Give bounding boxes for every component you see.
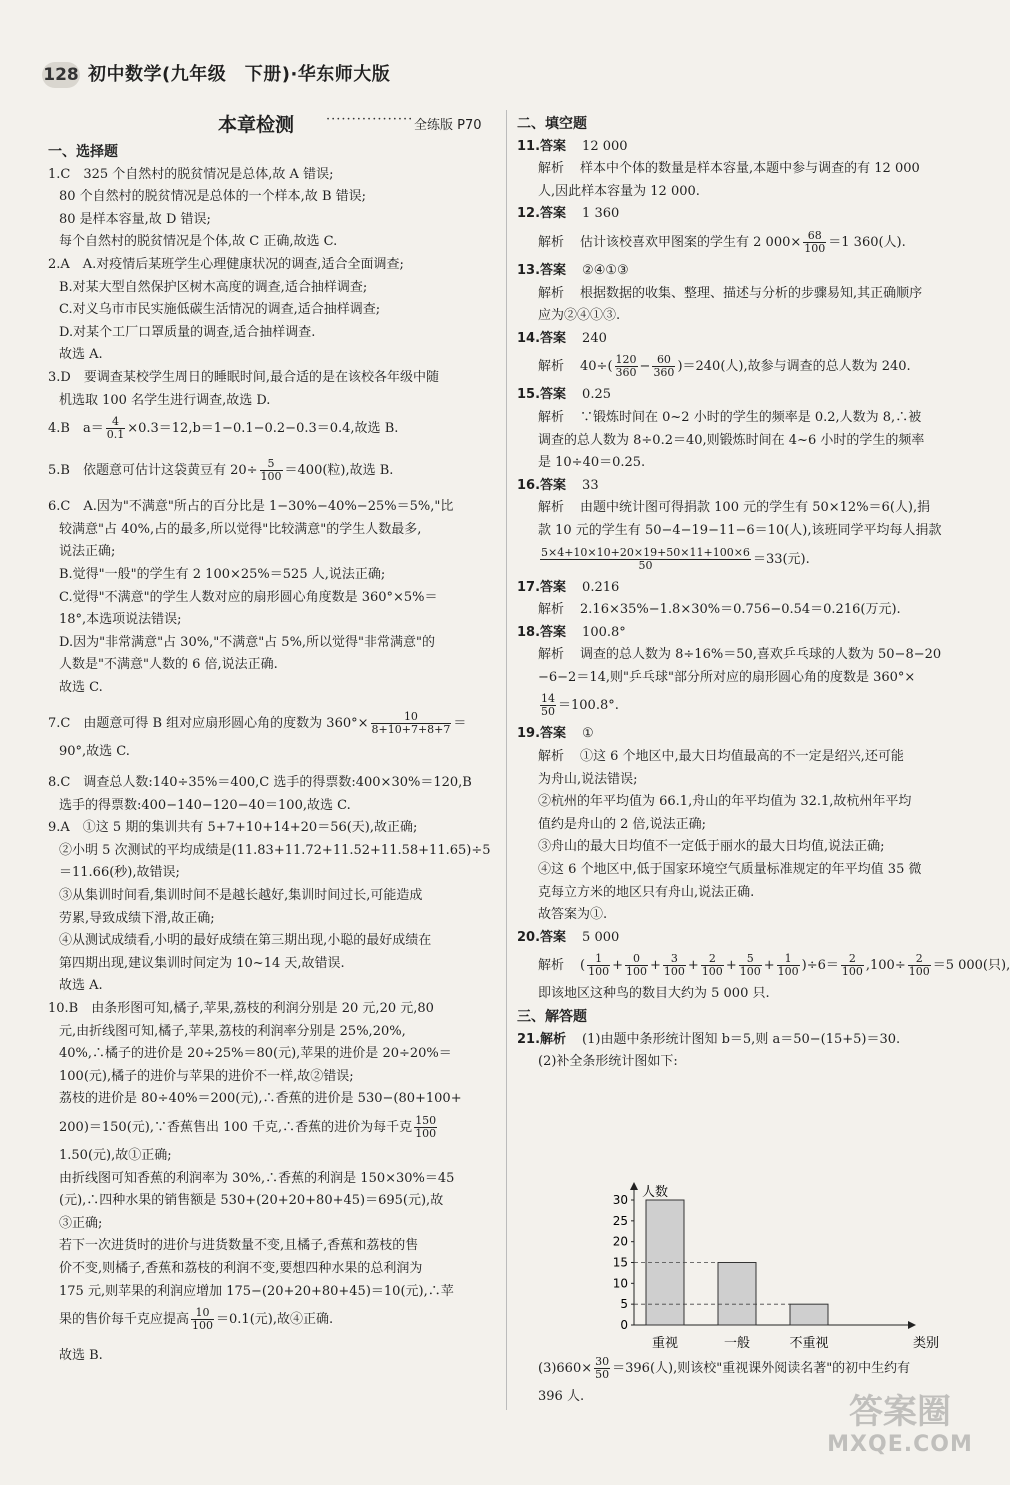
y-tick-label: 25 (612, 1213, 628, 1228)
q4-line (48, 412, 493, 446)
text-line: 故选 B. (59, 1348, 103, 1364)
text-line: 10.B 由条形图可知,橘子,苹果,荔枝的利润分别是 20 元,20 元,80 (48, 1001, 434, 1016)
heading-fill: 二、填空题 (517, 116, 587, 132)
x-axis-label: 类别 (912, 1336, 940, 1351)
q19-answer: 19.答案 ① (517, 726, 594, 742)
q13-answer: 13.答案 ②④①③ (517, 262, 629, 278)
text-line: B.觉得"一般"的学生有 2 100×25%＝525 人,说法正确; (59, 566, 386, 582)
text-line: 每个自然村的脱贫情况是个体,故 C 正确,故选 C. (59, 234, 338, 250)
q18-answer: 18.答案 100.8° (517, 624, 626, 640)
text-line: 9.A ①这 5 期的集训共有 5+7+10+14+20＝56(天),故正确; (48, 820, 418, 836)
text-line: (2)补全条形统计图如下: (538, 1054, 678, 1070)
text-line: 克每立方米的地区只有舟山,说法正确. (538, 884, 755, 900)
text-line: ④从测试成绩看,小明的最好成绩在第三期出现,小聪的最好成绩在 (59, 933, 432, 949)
bar-2 (790, 1304, 828, 1325)
text-line: 90°,故选 C. (59, 744, 130, 760)
category-label-2: 不重视 (789, 1336, 829, 1351)
text-line: ＝11.66(秒),故错误; (59, 865, 180, 881)
bar-chart-svg (586, 1172, 940, 1351)
q5-text: 5.B 依题意可估计这袋黄豆有 20÷ (48, 463, 258, 479)
section-title: 本章检测 (218, 114, 295, 136)
text-line: 40%,∴橘子的进价是 20÷25%＝80(元),苹果的进价是 20÷20%＝ (59, 1046, 452, 1062)
q18-formula: $\frac{14}{50}$ ＝100.8°. (541, 692, 619, 719)
section-ref: 全练版 P70 (414, 118, 482, 133)
text-line: 人,因此样本容量为 12 000. (538, 183, 700, 199)
text-line: 1.50(元),故①正确; (59, 1147, 172, 1163)
q10-fraction: $\frac{150}{100}$ (415, 1113, 437, 1140)
text-line: (元),∴四种水果的销售额是 530+(20+20+80+45)＝695(元),故 (59, 1193, 444, 1209)
text-line: C.觉得"不满意"的学生人数对应的扇形圆心角度数是 360°×5%＝ (59, 589, 438, 605)
q20-answer: 20.答案 5 000 (517, 929, 620, 945)
q15-analysis: 解析 ∵锻炼时间在 0~2 小时的学生的频率是 0.2,人数为 8,∴被 (538, 409, 922, 425)
text-line: 选手的得票数:400−140−120−40＝100,故选 C. (59, 797, 351, 813)
left-column (48, 141, 493, 1368)
heading-choice: 一、选择题 (48, 144, 118, 160)
text-line: ③正确; (59, 1215, 103, 1231)
section-dots: ················· (326, 112, 414, 127)
q11-analysis: 解析 样本中个体的数量是样本容量,本题中参与调查的有 12 000 (538, 161, 920, 177)
text-line: ②杭州的年平均值为 66.1,舟山的年平均值为 32.1,故杭州年平均 (538, 794, 912, 810)
q4-text: 4.B a＝ (48, 421, 104, 437)
y-tick-label: 20 (612, 1234, 628, 1249)
text-line: 机选取 100 名学生进行调查,故选 D. (59, 392, 271, 408)
q17-analysis: 解析 2.16×35%−1.8×30%＝0.756−0.54＝0.216(万元). (538, 602, 901, 618)
q16-answer: 16.答案 33 (517, 477, 599, 493)
watermark: 答案圈 MXQE.COM (827, 1392, 973, 1457)
text-line: 1.C 325 个自然村的脱贫情况是总体,故 A 错误; (48, 166, 334, 182)
q14-analysis: 解析 40÷( $\frac{120}{360}$ − $\frac{60}{360}$ )＝240(人),故参与调查的总人数为 240. (538, 353, 911, 380)
q10-last-line (48, 1303, 493, 1337)
q12-analysis: 解析 估计该校喜欢甲图案的学生有 2 000× $\frac{68}{100}$ ＝1 360(人). (538, 228, 906, 255)
text-line: 说法正确; (59, 544, 116, 560)
q20-analysis: 解析 ( $\frac{1}{100}$ + $\frac{0}{100}$ + $\frac{3}{100}$ + $\frac{2}{100}$ + $\frac{5}{100}$ + $\frac{1}{100}$ )÷6＝ $\frac{2}{100}$ ,100÷ $\frac{2}{100}$ ＝5 000(只), (538, 952, 1010, 979)
q16-formula: $\frac{5\times 4+10\times 10+20\times 19+50\times 11+100\times 6}{50}$ ＝33(元). (541, 545, 810, 572)
text-line: 80 个自然村的脱贫情况是总体的一个样本,故 B 错误; (59, 189, 367, 205)
q13-analysis: 解析 根据数据的收集、整理、描述与分析的步骤易知,其正确顺序 (538, 285, 923, 301)
text-line: 故选 A. (59, 978, 103, 994)
text-line: 18°,本选项说法错误; (59, 612, 182, 628)
text-line: 175 元,则苹果的利润应增加 175−(20+20+80+45)＝10(元),∴苹 (59, 1283, 454, 1299)
text-line: 8.C 调查总人数:140÷35%＝400,C 选手的得票数:400×30%＝120,B (48, 775, 472, 791)
text-line: 故选 A. (59, 347, 103, 363)
q10-last-rest: ＝0.1(元),故④正确. (216, 1312, 334, 1328)
q16-analysis: 解析 由题中统计图可得捐款 100 元的学生有 50×12%＝6(人),捐 (538, 500, 931, 516)
q19-analysis: 解析 ①这 6 个地区中,最大日均值最高的不一定是绍兴,还可能 (538, 749, 904, 765)
q5-rest: ＝400(粒),故选 B. (284, 463, 394, 479)
q17-answer: 17.答案 0.216 (517, 579, 620, 595)
y-tick-label: 0 (620, 1318, 628, 1332)
category-label-1: 一般 (723, 1336, 751, 1351)
text-line: 即该地区这种鸟的数目大约为 5 000 只. (538, 986, 770, 1002)
text-line: B.对某大型自然保护区树木高度的调查,适合抽样调查; (59, 279, 368, 295)
q4-fraction: $\frac{4}{0.1}$ (106, 415, 125, 442)
q7-rest: ＝ (453, 716, 467, 732)
text-line: 396 人. (538, 1389, 585, 1404)
q4-rest: ×0.3＝12,b＝1−0.1−0.2−0.3＝0.4,故选 B. (127, 421, 399, 437)
x-axis-arrow (908, 1321, 916, 1329)
q10-last-text: 果的售价每千克应提高 (59, 1312, 190, 1328)
q15-answer: 15.答案 0.25 (517, 387, 611, 403)
q14-answer: 14.答案 240 (517, 330, 607, 346)
text-line: ③舟山的最大日均值不一定低于丽水的最大日均值,说法正确; (538, 839, 885, 855)
q12-answer: 12.答案 1 360 (517, 206, 620, 222)
q21-analysis: 21.解析 (1)由题中条形统计图知 b＝5,则 a＝50−(15+5)＝30. (517, 1031, 901, 1047)
text-line: ③从集训时间看,集训时间不是越长越好,集训时间过长,可能造成 (59, 888, 423, 904)
text-line: D.因为"非常满意"占 30%,"不满意"占 5%,所以觉得"非常满意"的 (59, 634, 436, 650)
text-line: −6−2＝14,则"乒乓球"部分所对应的扇形圆心角的度数是 360°× (538, 669, 916, 685)
text-line: 3.D 要调查某校学生周日的睡眠时间,最合适的是在该校各年级中随 (48, 369, 439, 385)
category-label-0: 重视 (651, 1336, 679, 1351)
q7-text: 7.C 由题意可得 B 组对应扇形圆心角的度数为 360°× (48, 716, 369, 732)
q5-fraction: $\frac{5}{100}$ (260, 457, 282, 484)
q5-line (48, 454, 493, 488)
text-line: 2.A A.对疫情后某班学生心理健康状况的调查,适合全面调查; (48, 256, 404, 272)
text-line: 故选 C. (59, 679, 103, 695)
text-line: 调查的总人数为 8÷0.2＝40,则锻炼时间在 4~6 小时的学生的频率 (538, 432, 925, 448)
y-tick-label: 15 (612, 1255, 628, 1270)
text-line: 值约是舟山的 2 倍,说法正确; (538, 816, 707, 832)
text-line: 较满意"占 40%,占的最多,所以觉得"比较满意"的学生人数最多, (59, 521, 422, 537)
text-line: 人数是"不满意"人数的 6 倍,说法正确. (59, 657, 278, 673)
q10-text: 200)＝150(元),∵香蕉售出 100 千克,∴香蕉的进价为每千克 (59, 1119, 413, 1135)
q18-analysis: 解析 调查的总人数为 8÷16%＝50,喜欢乒乓球的人数为 50−8−20 (538, 647, 942, 663)
text-line: 若下一次进货时的进价与进货数量不变,且橘子,香蕉和荔枝的售 (59, 1238, 419, 1254)
text-line: ②小明 5 次测试的平均成绩是(11.83+11.72+11.52+11.58+11.65)÷5 (59, 842, 491, 858)
text-line: 第四期出现,建议集训时间定为 10~14 天,故错误. (59, 955, 345, 971)
text-line: 应为②④①③. (538, 308, 621, 324)
y-tick-label: 5 (620, 1297, 628, 1312)
text-line: 元,由折线图可知,橘子,苹果,荔枝的利润率分别是 25%,20%, (59, 1023, 406, 1039)
right-column (517, 113, 1010, 1074)
text-line: 款 10 元的学生有 50−4−19−11−6＝10(人),该班同学平均每人捐款 (538, 522, 942, 538)
text-line: 价不变,则橘子,香蕉和荔枝的利润不变,要想四种水果的总利润为 (59, 1260, 423, 1276)
book-title: 初中数学(九年级 下册)·华东师大版 (88, 64, 391, 85)
q7-line (48, 707, 493, 741)
q7-fraction: $\frac{10}{8+10+7+8+7}$ (371, 710, 451, 737)
y-axis-arrow (630, 1182, 638, 1190)
q11-answer: 11.答案 12 000 (517, 138, 628, 154)
page-number: 128 (42, 62, 80, 88)
q10-last-fraction: $\frac{10}{100}$ (192, 1306, 214, 1333)
text-line: D.对某个工厂口罩质量的调查,适合抽样调查. (59, 324, 316, 340)
y-axis-label: 人数 (642, 1185, 669, 1200)
text-line: C.对义乌市市民实施低碳生活情况的调查,适合抽样调查; (59, 302, 381, 318)
text-line: 80 是样本容量,故 D 错误; (59, 211, 211, 227)
y-tick-label: 10 (612, 1276, 628, 1291)
y-tick-label: 30 (612, 1193, 628, 1207)
text-line: ④这 6 个地区中,低于国家环境空气质量标准规定的年平均值 35 微 (538, 862, 922, 878)
text-line: 100(元),橘子的进价与苹果的进价不一样,故②错误; (59, 1068, 354, 1084)
text-line: 6.C A.因为"不满意"所占的百分比是 1−30%−40%−25%＝5%,"比 (48, 499, 454, 515)
text-line: 劳累,导致成绩下滑,故正确; (59, 910, 215, 926)
q21-part3-line: (3)660× $\frac{30}{50}$ ＝396(人),则该校"重视课外阅读名著"的初中生约有 (538, 1355, 911, 1381)
bar-1 (718, 1263, 756, 1326)
text-line: 荔枝的进价是 80÷40%＝200(元),∴香蕉的进价是 530−(80+100+ (59, 1091, 462, 1107)
q10-line (48, 1111, 493, 1145)
column-divider (506, 110, 507, 1410)
text-line: 是 10÷40＝0.25. (538, 455, 646, 471)
heading-solve: 三、解答题 (517, 1009, 587, 1025)
text-line: 为舟山,说法错误; (538, 771, 638, 787)
bar-chart (586, 1172, 940, 1351)
text-line: 由折线图可知香蕉的利润率为 30%,∴香蕉的利润是 150×30%＝45 (59, 1170, 455, 1186)
text-line: 故答案为①. (538, 907, 608, 923)
